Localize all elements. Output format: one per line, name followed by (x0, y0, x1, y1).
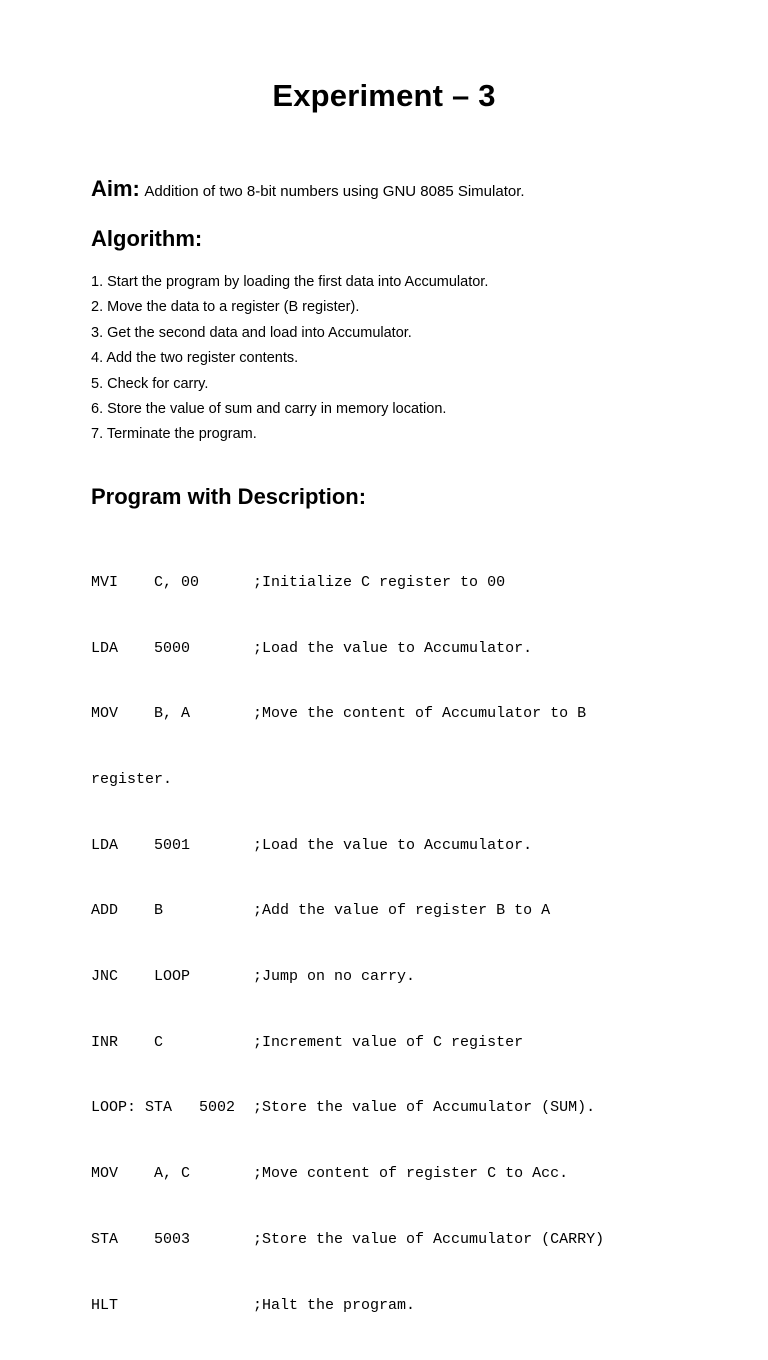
algorithm-step: 6. Store the value of sum and carry in memory location. (91, 400, 447, 417)
aim-section (91, 176, 525, 202)
algorithm-step: 2. Move the data to a register (B register). (91, 299, 360, 316)
code-line: register. (91, 770, 173, 788)
aim-label: Aim: (91, 176, 140, 201)
code-line: STA 5003 ;Store the value of Accumulator (CARRY) (91, 1230, 605, 1248)
code-line: LDA 5001 ;Load the value to Accumulator. (91, 836, 533, 854)
algorithm-step: 5. Check for carry. (91, 375, 209, 392)
code-line: ADD B ;Add the value of register B to A (91, 902, 551, 920)
program-code (91, 528, 604, 1360)
algorithm-heading: Algorithm: (91, 226, 203, 251)
page-title: Experiment – 3 (272, 78, 496, 113)
algorithm-step: 3. Get the second data and load into Accumulator. (91, 324, 412, 341)
algorithm-step: 1. Start the program by loading the first data into Accumulator. (91, 274, 489, 290)
code-line: HLT ;Halt the program. (91, 1296, 416, 1314)
code-line: LDA 5000 ;Load the value to Accumulator. (91, 639, 533, 657)
code-line: JNC LOOP ;Jump on no carry. (91, 968, 416, 986)
algorithm-step: 4. Add the two register contents. (91, 350, 299, 367)
code-line: LOOP: STA 5002 ;Store the value of Accumulator (SUM). (91, 1099, 596, 1117)
aim-text: Addition of two 8-bit numbers using GNU 8085 Simulator. (144, 183, 525, 200)
code-line: MOV B, A ;Move the content of Accumulator to B (91, 705, 587, 723)
algorithm-steps (91, 272, 488, 450)
code-line: MVI C, 00 ;Initialize C register to 00 (91, 573, 506, 591)
code-line: INR C ;Increment value of C register (91, 1033, 524, 1051)
algorithm-step: 7. Terminate the program. (91, 426, 257, 443)
program-heading: Program with Description: (91, 484, 367, 509)
code-line: MOV A, C ;Move content of register C to Acc. (91, 1165, 569, 1183)
